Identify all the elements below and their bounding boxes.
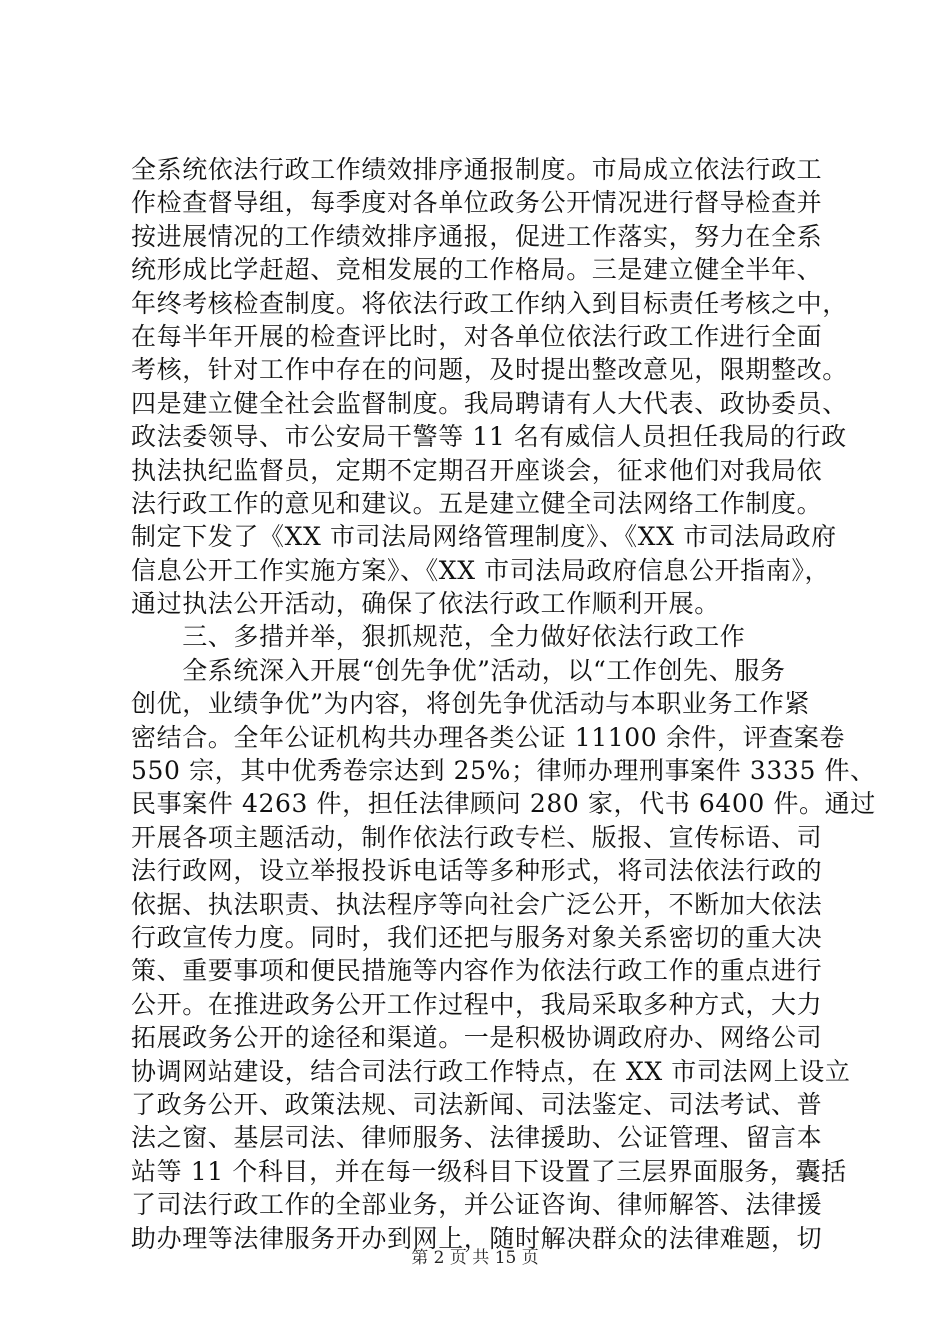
text-line: 开展各项主题活动，制作依法行政专栏、版报、宣传标语、司 (131, 822, 823, 852)
text-line: 信息公开工作实施方案》、《XX 市司法局政府信息公开指南》， (131, 555, 831, 585)
text-line: 助办理等法律服务开办到网上，随时解决群众的法律难题，切 (131, 1223, 823, 1253)
text-line: 行政宣传力度。同时，我们还把与服务对象关系密切的重大决 (131, 922, 823, 952)
text-line: 按进展情况的工作绩效排序通报，促进工作落实，努力在全系 (131, 221, 823, 251)
text-line: 法行政工作的意见和建议。五是建立健全司法网络工作制度。 (131, 488, 823, 518)
text-line: 年终考核检查制度。将依法行政工作纳入到目标责任考核之中， (131, 288, 848, 318)
text-line: 了司法行政工作的全部业务，并公证咨询、律师解答、法律援 (131, 1190, 823, 1220)
text-line: 站等 11 个科目，并在每一级科目下设置了三层界面服务，囊括 (131, 1156, 847, 1186)
text-line: 全系统深入开展“创先争优”活动，以“工作创先、服务 (131, 655, 786, 685)
text-line: 通过执法公开活动，确保了依法行政工作顺利开展。 (131, 589, 720, 619)
section-heading: 三、多措并举，狠抓规范，全力做好依法行政工作 (131, 622, 746, 652)
text-line: 全系统依法行政工作绩效排序通报制度。市局成立依法行政工 (131, 155, 823, 184)
text-line: 制定下发了《XX 市司法局网络管理制度》、《XX 市司法局政府 (131, 522, 837, 552)
text-line: 拓展政务公开的途径和渠道。一是积极协调政府办、网络公司 (131, 1023, 823, 1053)
text-line: 创优，业绩争优”为内容，将创先争优活动与本职业务工作紧 (131, 689, 810, 719)
text-line: 协调网站建设，结合司法行政工作特点，在 XX 市司法网上设立 (131, 1056, 851, 1086)
text-line: 策、重要事项和便民措施等内容作为依法行政工作的重点进行 (131, 956, 823, 986)
document-body (131, 153, 876, 1255)
page-footer: 第 2 页 共 15 页 (411, 1248, 539, 1268)
text-line: 法行政网，设立举报投诉电话等多种形式，将司法依法行政的 (131, 856, 823, 886)
text-line: 考核，针对工作中存在的问题，及时提出整改意见，限期整改。 (131, 355, 848, 385)
text-line: 密结合。全年公证机构共办理各类公证 11100 余件，评查案卷 (131, 722, 846, 752)
text-line: 在每半年开展的检查评比时，对各单位依法行政工作进行全面 (131, 321, 823, 351)
text-line: 政法委领导、市公安局干警等 11 名有威信人员担任我局的行政 (131, 422, 847, 452)
text-line: 统形成比学赶超、竞相发展的工作格局。三是建立健全半年、 (131, 255, 823, 285)
text-line: 四是建立健全社会监督制度。我局聘请有人大代表、政协委员、 (131, 388, 848, 418)
text-line: 了政务公开、政策法规、司法新闻、司法鉴定、司法考试、普 (131, 1089, 823, 1119)
text-line: 550 宗，其中优秀卷宗达到 25%；律师办理刑事案件 3335 件、 (131, 756, 876, 786)
text-line: 法之窗、基层司法、律师服务、法律援助、公证管理、留言本 (131, 1123, 823, 1153)
text-line: 民事案件 4263 件，担任法律顾问 280 家，代书 6400 件。通过 (131, 789, 876, 819)
text-line: 公开。在推进政务公开工作过程中，我局采取多种方式，大力 (131, 989, 823, 1019)
text-line: 执法执纪监督员，定期不定期召开座谈会，征求他们对我局依 (131, 455, 823, 485)
text-line: 作检查督导组，每季度对各单位政务公开情况进行督导检查并 (131, 188, 823, 218)
text-line: 依据、执法职责、执法程序等向社会广泛公开，不断加大依法 (131, 889, 823, 919)
